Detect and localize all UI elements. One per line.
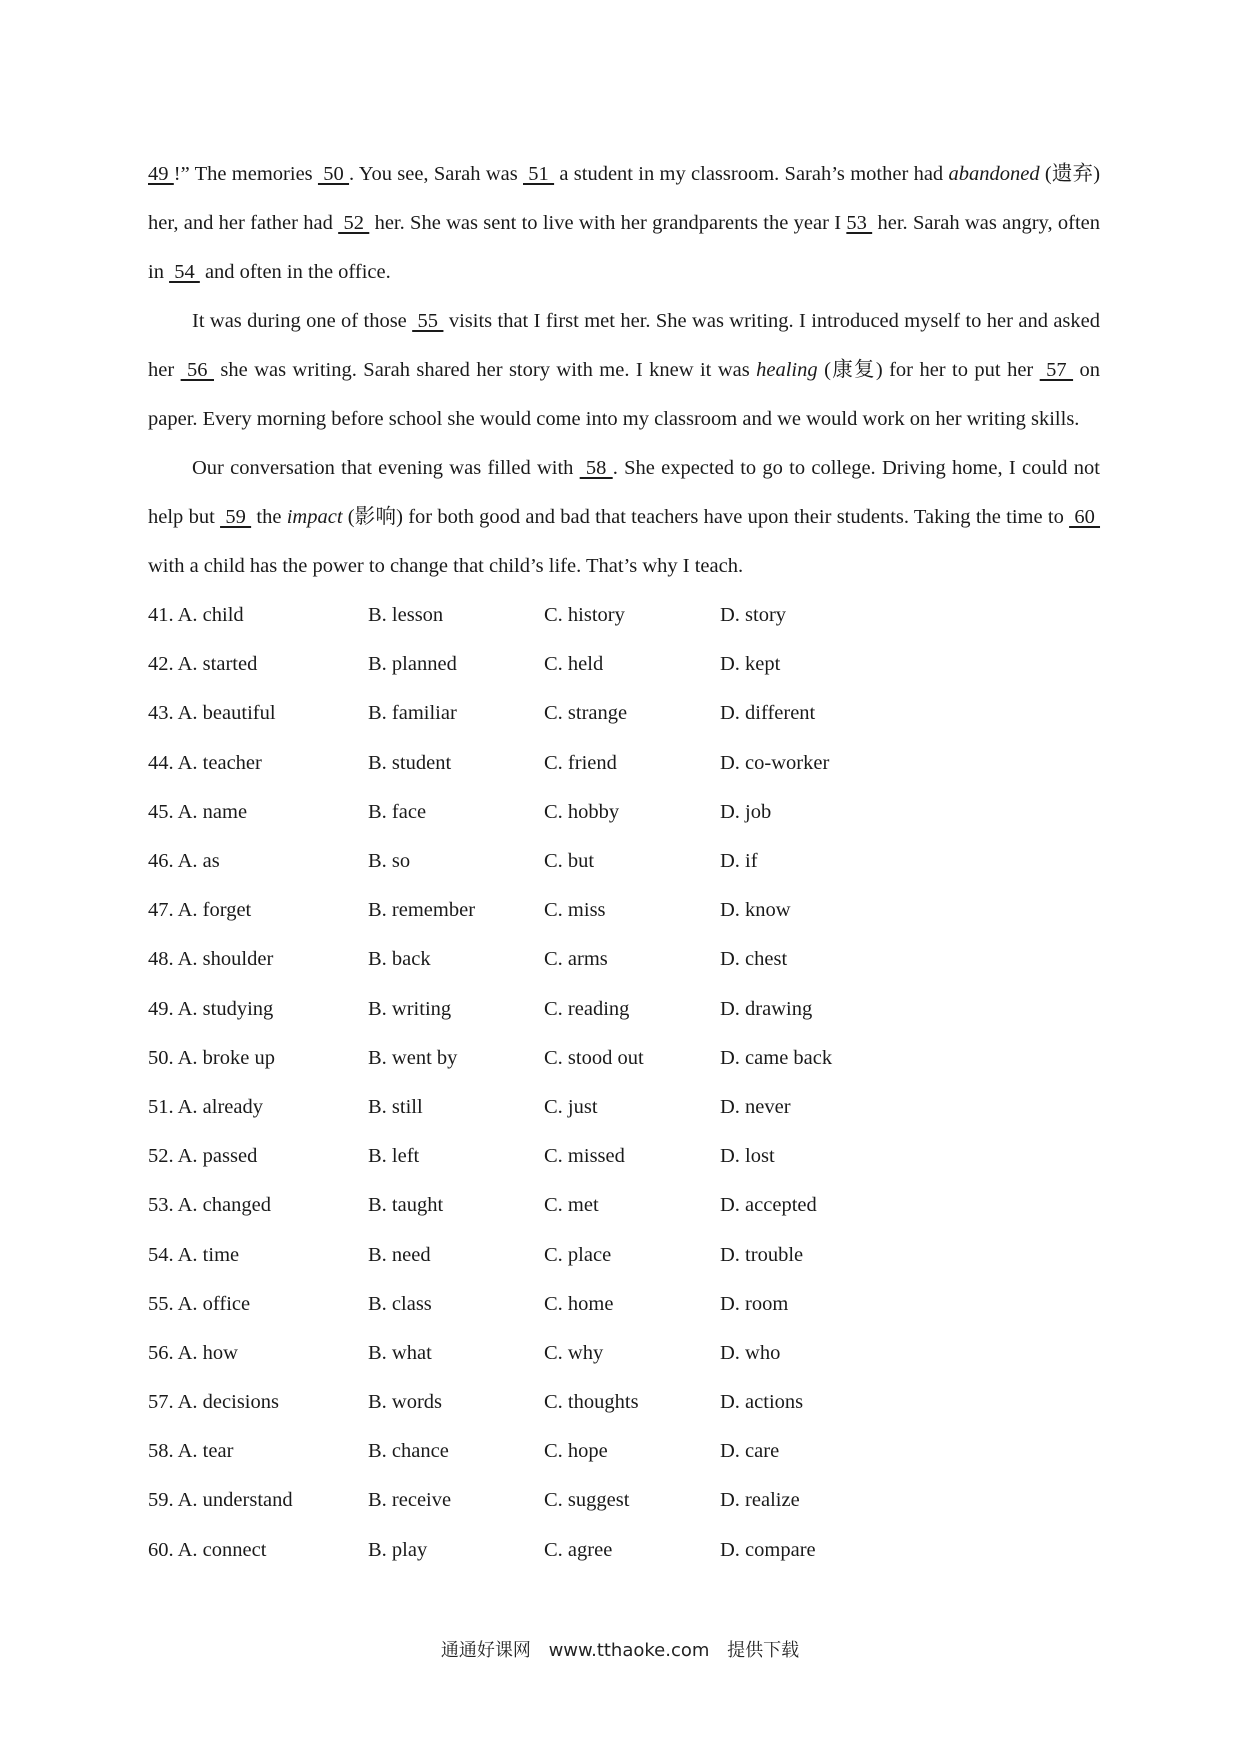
option-choice: 45. A. name — [148, 800, 248, 823]
answer-blank: 59 — [220, 506, 252, 528]
answer-blank: 54 — [169, 261, 200, 283]
option-choice: D. compare — [720, 1538, 816, 1561]
option-choice: B. student — [368, 751, 452, 774]
answer-blank: 55 — [412, 310, 444, 332]
option-row — [148, 1230, 1100, 1279]
option-choice: B. taught — [368, 1194, 444, 1217]
option-choice: B. chance — [368, 1440, 449, 1463]
option-row — [148, 1378, 1100, 1427]
option-choice: B. face — [368, 800, 427, 823]
answer-blank: 52 — [338, 212, 370, 234]
option-choice: D. story — [720, 604, 787, 627]
passage-text: . You see, Sarah was — [349, 163, 523, 185]
answer-blank: 50 — [317, 163, 350, 185]
passage-text: the — [251, 506, 287, 528]
option-choice: 54. A. time — [148, 1243, 240, 1266]
option-row — [148, 1083, 1100, 1132]
passage-text: with a child has the power to change that child’s life. That’s why I teach. — [148, 555, 744, 577]
option-choice: D. job — [720, 800, 772, 823]
document-page — [148, 150, 1100, 1575]
option-choice: 52. A. passed — [148, 1145, 258, 1168]
passage-text: a student in my classroom. Sarah’s mother had — [554, 163, 949, 185]
option-choice: 60. A. connect — [148, 1538, 267, 1561]
option-choice: D. if — [720, 850, 758, 873]
option-choice: C. missed — [544, 1145, 625, 1168]
option-choice: C. suggest — [544, 1489, 630, 1512]
passage-text: visits that I first met her. She was writing. I introduced myself to her and asked her — [148, 310, 1100, 381]
option-choice: C. why — [544, 1341, 604, 1364]
option-choice: C. agree — [544, 1538, 613, 1561]
footer-site-name: 通通好课网 — [440, 1640, 531, 1661]
option-choice: C. thoughts — [544, 1391, 639, 1414]
answer-blank: 60 — [1069, 506, 1101, 528]
option-choice: 46. A. as — [148, 850, 220, 873]
option-choice: B. so — [368, 850, 411, 873]
option-choice: C. reading — [544, 997, 630, 1020]
option-row — [148, 1427, 1100, 1476]
answer-blank: 51 — [523, 163, 555, 185]
option-choice: C. just — [544, 1095, 598, 1118]
option-choice: B. still — [368, 1095, 423, 1118]
option-choice: D. know — [720, 899, 791, 922]
option-row — [148, 1526, 1100, 1575]
option-row — [148, 985, 1100, 1034]
option-choice: B. left — [368, 1145, 420, 1168]
answer-blank: 56 — [180, 359, 214, 381]
option-choice: B. went by — [368, 1046, 458, 1069]
option-choice: D. kept — [720, 653, 781, 676]
page-footer — [0, 1636, 1240, 1662]
option-choice: 57. A. decisions — [148, 1391, 279, 1414]
option-choice: D. accepted — [720, 1194, 817, 1217]
option-choice: D. room — [720, 1292, 789, 1315]
option-row — [148, 1034, 1100, 1083]
option-choice: C. hope — [544, 1440, 608, 1463]
option-choice: 41. A. child — [148, 604, 244, 627]
option-choice: D. actions — [720, 1391, 804, 1414]
answer-blank: 58 — [579, 457, 613, 479]
option-choice: B. back — [368, 948, 431, 971]
passage-paragraph-1 — [148, 150, 1100, 297]
option-choice: C. place — [544, 1243, 612, 1266]
option-choice: 55. A. office — [148, 1292, 251, 1315]
passage-text: Our conversation that evening was filled with — [192, 457, 580, 479]
option-choice: C. held — [544, 653, 604, 676]
passage-paragraph-2 — [148, 297, 1100, 444]
option-choice: 43. A. beautiful — [148, 702, 276, 725]
option-choice: D. chest — [720, 948, 788, 971]
option-choice: B. play — [368, 1538, 428, 1561]
passage-text: It was during one of those — [192, 310, 413, 332]
passage-text: her. She was sent to live with her grandparents the year I — [369, 212, 847, 234]
option-choice: C. arms — [544, 948, 608, 971]
footer-note: 提供下载 — [727, 1640, 800, 1661]
option-choice: D. who — [720, 1341, 781, 1364]
option-row — [148, 886, 1100, 935]
option-choice: C. stood out — [544, 1046, 644, 1069]
answer-blank: 53 — [846, 212, 873, 234]
option-row — [148, 1132, 1100, 1181]
option-choice: 53. A. changed — [148, 1194, 271, 1217]
option-row — [148, 689, 1100, 738]
option-choice: D. care — [720, 1440, 780, 1463]
option-choice: 48. A. shoulder — [148, 948, 274, 971]
option-choice: B. lesson — [368, 604, 444, 627]
option-row — [148, 591, 1100, 640]
option-row — [148, 739, 1100, 788]
option-choice: B. receive — [368, 1489, 452, 1512]
option-choice: D. came back — [720, 1046, 833, 1069]
option-choice: 47. A. forget — [148, 899, 252, 922]
option-row — [148, 1476, 1100, 1525]
option-choice: B. words — [368, 1391, 443, 1414]
option-choice: D. co-worker — [720, 751, 830, 774]
option-row — [148, 640, 1100, 689]
option-choice: C. but — [544, 850, 595, 873]
option-choice: 50. A. broke up — [148, 1046, 275, 1069]
passage-text: and often in the office. — [199, 261, 391, 283]
answer-blank: 49 — [148, 163, 174, 185]
option-choice: C. friend — [544, 751, 617, 774]
option-choice: D. different — [720, 702, 816, 725]
option-choice: D. trouble — [720, 1243, 804, 1266]
option-choice: B. familiar — [368, 702, 457, 725]
option-choice: 56. A. how — [148, 1341, 238, 1364]
option-choice: 49. A. studying — [148, 997, 274, 1020]
option-choice: B. need — [368, 1243, 431, 1266]
option-choice: D. never — [720, 1095, 791, 1118]
option-choice: C. strange — [544, 702, 628, 725]
option-choice: 51. A. already — [148, 1095, 263, 1118]
passage-text: . She expected to go to college. Driving home, I could not help but — [148, 457, 1100, 528]
passage-paragraph-3 — [148, 444, 1100, 591]
option-choice: C. history — [544, 604, 625, 627]
option-choice: 59. A. understand — [148, 1489, 293, 1512]
option-choice: D. drawing — [720, 997, 813, 1020]
option-choice: 42. A. started — [148, 653, 258, 676]
italic-term: abandoned — [948, 163, 1040, 185]
answer-blank: 57 — [1039, 359, 1074, 381]
option-choice: 44. A. teacher — [148, 751, 262, 774]
option-choice: D. realize — [720, 1489, 800, 1512]
option-choice: D. lost — [720, 1145, 775, 1168]
option-choice: B. writing — [368, 997, 452, 1020]
italic-term: healing — [756, 359, 818, 381]
footer-url: www.tthaoke.com — [548, 1640, 710, 1661]
answer-options-list — [148, 591, 1100, 1575]
option-row — [148, 1329, 1100, 1378]
option-choice: 58. A. tear — [148, 1440, 234, 1463]
option-choice: B. what — [368, 1341, 432, 1364]
passage-text: (遗弃) her, and her father had — [148, 163, 1101, 234]
option-choice: B. planned — [368, 653, 457, 676]
option-choice: C. home — [544, 1292, 614, 1315]
option-choice: B. remember — [368, 899, 476, 922]
italic-term: impact — [286, 506, 343, 528]
option-row — [148, 1181, 1100, 1230]
passage-text: !” The memories — [173, 163, 318, 185]
option-choice: C. miss — [544, 899, 606, 922]
passage-text: (康复) for her to put her — [817, 359, 1040, 381]
option-row — [148, 837, 1100, 886]
option-row — [148, 935, 1100, 984]
option-choice: C. met — [544, 1194, 599, 1217]
option-row — [148, 788, 1100, 837]
option-choice: B. class — [368, 1292, 432, 1315]
option-choice: C. hobby — [544, 800, 620, 823]
passage-text: on paper. Every morning before school she would come into my classroom and we would work on her writing skills. — [148, 359, 1100, 430]
passage-text: her. Sarah was angry, often in — [148, 212, 1100, 283]
option-row — [148, 1280, 1100, 1329]
passage-text: she was writing. Sarah shared her story with me. I knew it was — [214, 359, 757, 381]
passage-text: (影响) for both good and bad that teachers have upon their students. Taking the time to — [342, 506, 1070, 528]
